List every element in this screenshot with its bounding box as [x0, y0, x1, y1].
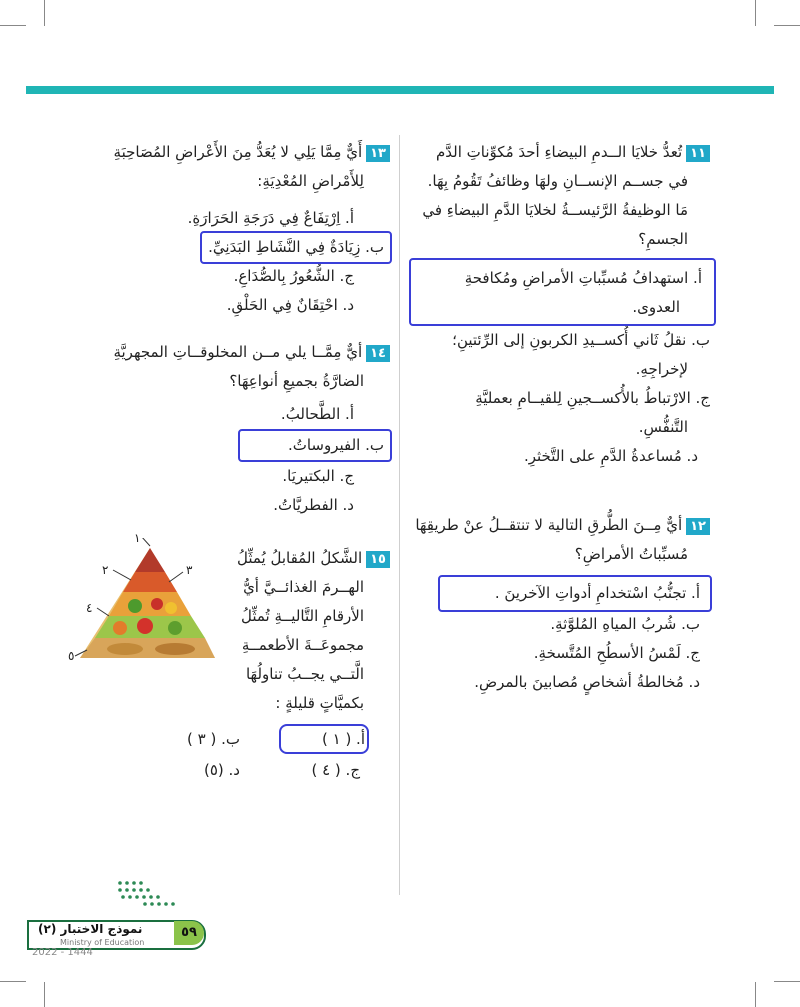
question-text: لِلأَمْراضِ المُعْدِيَةِ:: [257, 172, 364, 190]
question-11: [410, 138, 710, 471]
crop-mark: [755, 982, 756, 1007]
question-number: ١٤: [366, 345, 390, 362]
question-text: الهــرمَ الغذائــيَّ أيُّ: [243, 578, 364, 596]
pyramid-label: ٢: [102, 563, 109, 577]
question-text: أيٌّ مِمَّــا يلي مــن المخلوقــاتِ المجهريَّةِ: [113, 343, 363, 361]
question-text: الأرقامِ التَّاليــةِ تُمثِّلُ: [240, 607, 364, 625]
question-text: أيٌّ مِــنَ الطُّرقِ التالية لا تنتقــلُ عنْ طريقِهَا: [415, 516, 683, 534]
ministry-dots-logo: [115, 878, 185, 908]
pyramid-label: ٤: [86, 601, 93, 615]
question-12: [410, 511, 710, 697]
crop-mark: [0, 25, 26, 26]
pyramid-label: ٣: [186, 563, 193, 577]
crop-mark: [44, 0, 45, 26]
footer-title: نموذج الاختبار (٢): [38, 922, 143, 936]
option-text: لإخراجِهِ.: [635, 360, 688, 378]
question-number: ١٣: [366, 145, 390, 162]
question-14: [80, 338, 390, 520]
answer-option-d[interactable]: د. الفطريَّاتُ.: [273, 496, 354, 514]
answer-option-c[interactable]: ج. البكتيريَا.: [282, 467, 354, 485]
question-text: الشَّكلُ المُقابلُ يُمثِّلُ: [236, 549, 363, 567]
option-text: العدوى.: [632, 298, 680, 316]
question-text: أَيٌّ مِمَّا يَلِي لا يُعَدُّ مِنَ الأَعْراضِ المُصَاحِبَةِ: [113, 143, 363, 161]
question-text: تُعدُّ خلايَا الــدمِ البيضاءِ أحدَ مُكوِّناتِ الدَّم: [436, 143, 683, 161]
question-text: مجموعَــةَ الأطعمــةِ: [241, 636, 364, 654]
question-13: [80, 138, 390, 320]
right-column: [410, 138, 710, 697]
option-text: أ. استهدافُ مُسبِّباتِ الأمراضِ ومُكافحةِ: [464, 269, 702, 287]
question-text: الضارَّةُ بجميعِ أنواعِهَا؟: [229, 372, 364, 390]
question-number: ١٥: [366, 551, 390, 568]
answer-option-b[interactable]: ب. ( ٣ ): [187, 730, 240, 748]
option-text: ب. زِيَادَةٌ فِي النَّشَاطِ البَدَنِيِّ.: [208, 238, 384, 256]
column-divider: [399, 135, 400, 895]
option-text: أ. تجنُّبُ اسْتخدامِ أدواتِ الآخرينَ .: [494, 584, 700, 602]
footer-year: 2022 - 1444: [32, 947, 93, 958]
question-text: في جســم الإنســانِ ولهَا وظائفُ تَقُومُ بِهَا.: [427, 172, 688, 190]
crop-mark: [774, 25, 800, 26]
answer-option-a[interactable]: أ. اِرْتِفَاعٌ فِي دَرَجَةِ الحَرَارَةِ.: [187, 209, 354, 227]
question-text: الجسمِ؟: [638, 230, 688, 248]
header-accent-bar: [26, 86, 774, 94]
answer-option-d[interactable]: د. مُخالطةُ أشخاصٍ مُصابينَ بالمرضِ.: [474, 673, 700, 691]
answer-option-b[interactable]: ب. شُربُ المياهِ المُلوَّثةِ.: [550, 615, 700, 633]
crop-mark: [774, 981, 800, 982]
answer-option-c[interactable]: ج. ( ٤ ): [311, 761, 360, 779]
question-number: ١٢: [686, 518, 710, 535]
question-text: مُسبِّباتُ الأمراضِ؟: [574, 545, 688, 563]
page-number: ٥٩: [174, 921, 204, 945]
question-number: ١١: [686, 145, 710, 162]
question-text: مَا الوظيفةُ الرَّئيســةُ لخلايَا الدَّمِ البيضاءِ في: [422, 201, 688, 219]
answer-option-a-highlighted[interactable]: [440, 577, 710, 610]
answer-option-c[interactable]: ج. الارْتباطُ بالأُكســجينِ لِلقيــامِ بعمليَّةِ: [475, 389, 710, 407]
crop-mark: [44, 982, 45, 1007]
crop-mark: [755, 0, 756, 26]
question-15: [68, 531, 390, 790]
pyramid-label: ٥: [68, 649, 75, 663]
answer-option-d[interactable]: د. (٥): [204, 761, 240, 779]
answer-option-b-highlighted[interactable]: [202, 233, 390, 262]
option-text: ب. الفيروساتُ.: [287, 436, 384, 454]
question-text: الَّتــي يجــبُ تناولُهَا: [245, 665, 364, 683]
answer-option-a-highlighted[interactable]: [411, 260, 714, 324]
question-text: بكميَّاتٍ قليلةٍ :: [275, 694, 364, 712]
answer-option-b-highlighted[interactable]: [240, 431, 390, 460]
crop-mark: [0, 981, 26, 982]
pyramid-label: ١: [134, 531, 141, 545]
ministry-subtitle: Ministry of Education: [60, 938, 145, 947]
left-column: [68, 138, 390, 790]
answer-option-b[interactable]: ب. نقلُ ثَاني أُكســيدِ الكربونِ إلى الرِّئتينِ؛: [452, 331, 710, 349]
answer-option-a[interactable]: أ. الطَّحالبُ.: [280, 405, 354, 423]
answer-option-c[interactable]: ج. لَمْسُ الأسطُحِ المُتَّسخةِ.: [533, 644, 700, 662]
answer-option-d[interactable]: د. احْتِقَانٌ فِي الحَلْقِ.: [226, 296, 354, 314]
option-text: أ. ( ١ ): [321, 730, 365, 748]
answer-option-d[interactable]: د. مُساعدةُ الدَّمِ على التَّخثرِ.: [523, 447, 698, 465]
answer-option-c[interactable]: ج. الشُّعُورُ بِالصُّدَاعِ.: [233, 267, 354, 285]
option-text: التَّنفُّسِ.: [638, 418, 688, 436]
answer-option-a-highlighted[interactable]: [281, 726, 367, 752]
